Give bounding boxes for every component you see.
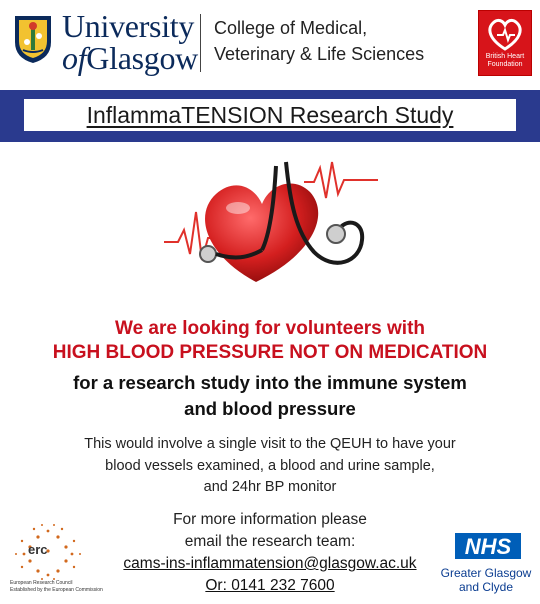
erc-subtitle1: European Research Council	[10, 580, 73, 586]
contact-line1: For more information please	[173, 511, 367, 528]
contact-email-link[interactable]: cams-ins-inflammatension@glasgow.ac.uk	[123, 555, 417, 572]
bhf-line2: Foundation	[487, 61, 523, 68]
heart-stethoscope-illustration	[164, 142, 378, 304]
title-banner-inner	[24, 99, 516, 131]
study-title: InflammaTENSION Research Study	[86, 102, 454, 128]
headline-line1: We are looking for volunteers with	[114, 318, 426, 339]
bhf-text	[479, 53, 531, 69]
nhs-subtitle2: and Clyde	[458, 580, 514, 594]
university-name-of: of	[62, 40, 87, 76]
headline-line4: and blood pressure	[184, 398, 356, 419]
header	[0, 0, 540, 86]
bhf-line1: British Heart	[485, 53, 525, 60]
nhs-subtitle1: Greater Glasgow	[440, 566, 532, 580]
title-banner	[0, 90, 540, 142]
details-line3: and 24hr BP monitor	[203, 479, 337, 495]
nhs-logo-icon	[455, 533, 521, 559]
erc-label: erc	[28, 542, 48, 557]
headline-line2: HIGH BLOOD PRESSURE NOT ON MEDICATION	[52, 342, 488, 363]
college-name-line1: College of Medical,	[214, 18, 368, 38]
details-line2: blood vessels examined, a blood and urine sample,	[105, 458, 435, 474]
university-name-line2	[62, 40, 198, 77]
headline-line3: for a research study into the immune system	[73, 372, 467, 393]
university-name-glasgow: Glasgow	[86, 40, 198, 76]
bhf-heart-icon	[479, 13, 531, 55]
erc-subtitle2: Established by the European Commission	[10, 587, 103, 593]
header-divider	[200, 14, 201, 72]
details-line1: This would involve a single visit to the QEUH to have your	[84, 436, 456, 452]
college-name-line2: Veterinary & Life Sciences	[214, 44, 425, 64]
bhf-logo	[478, 10, 532, 76]
university-name-line1: University	[62, 8, 195, 44]
contact-phone-link[interactable]: Or: 0141 232 7600	[205, 577, 335, 594]
university-crest-icon	[13, 14, 53, 64]
nhs-label: NHS	[464, 534, 512, 559]
contact-line2: email the research team:	[184, 533, 356, 550]
